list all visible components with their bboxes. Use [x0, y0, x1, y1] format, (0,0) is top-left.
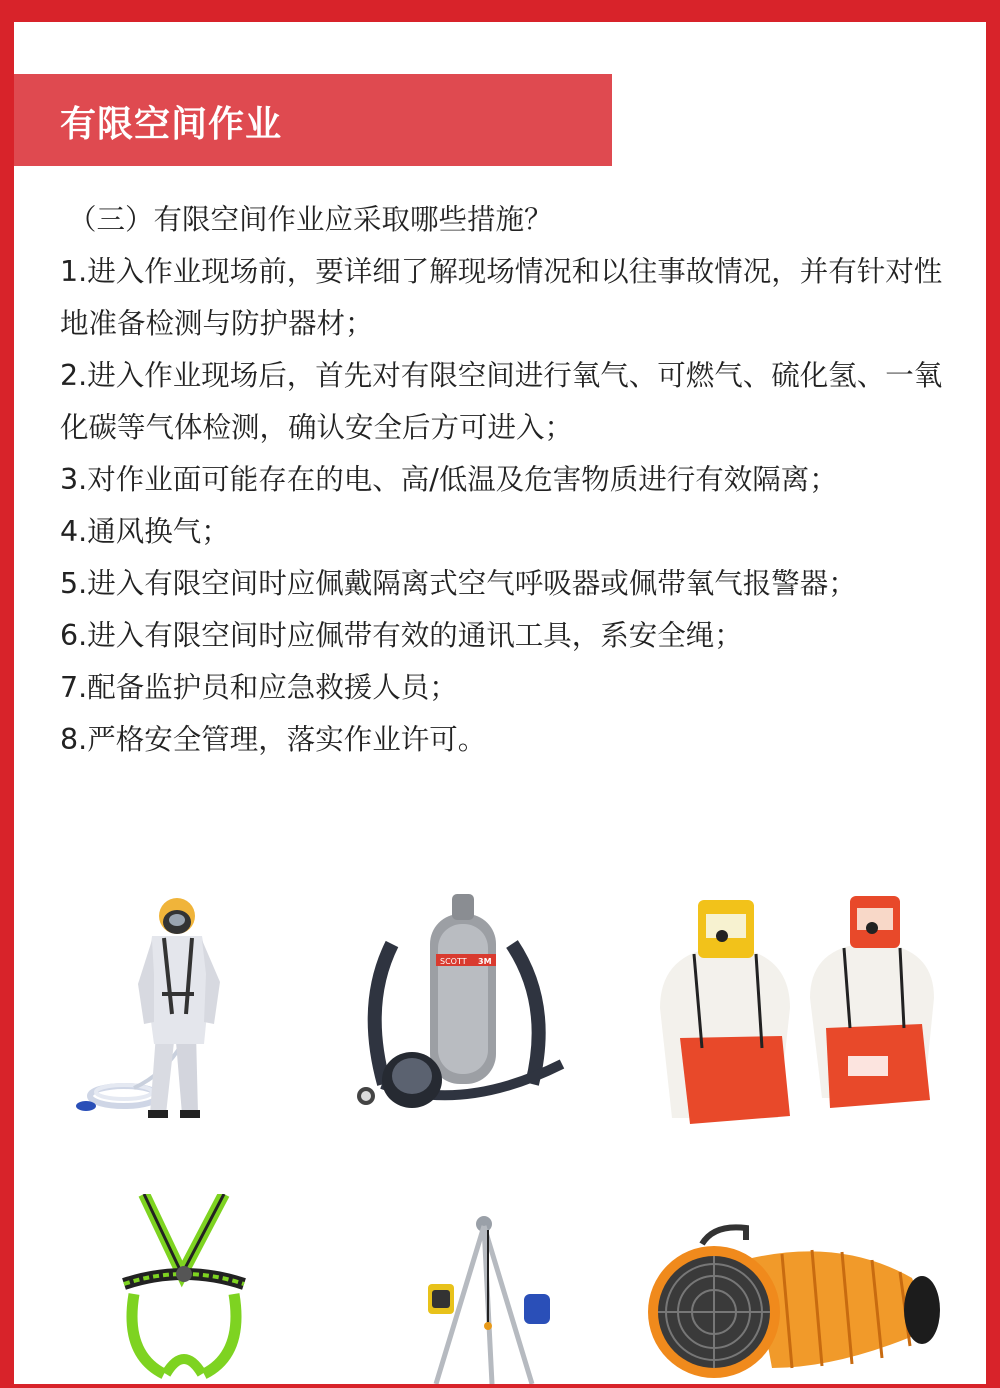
section-title: 有限空间作业: [60, 104, 283, 145]
measures-heading: （三）有限空间作业应采取哪些措施？: [68, 203, 553, 236]
measure-item-3: 3.对作业面可能存在的电、高/低温及危害物质进行有效隔离；: [60, 463, 838, 496]
hose-respirator-image: [64, 874, 244, 1134]
ventilation-fan-image: [642, 1218, 942, 1388]
measure-item-6: 6.进入有限空间时应佩带有效的通讯工具，系安全绳；: [60, 619, 743, 652]
measure-item-1: 1.进入作业现场前，要详细了解现场情况和以往事故情况，并有针对性地准备检测与防护器材；: [60, 255, 943, 340]
measure-item-4: 4.通风换气；: [60, 515, 230, 548]
measures-text: [60, 194, 970, 766]
scba-brand-label-2: 3M: [478, 957, 492, 966]
measure-item-5: 5.进入有限空间时应佩戴隔离式空气呼吸器或佩带氧气报警器；: [60, 567, 857, 600]
measure-item-2: 2.进入作业现场后，首先对有限空间进行氧气、可燃气、硫化氢、一氧化碳等气体检测，确认安全后方可进入；: [60, 359, 943, 444]
page-frame: [14, 22, 986, 1384]
scba-image: [332, 884, 592, 1134]
scba-brand-label: SCOTT: [440, 957, 467, 966]
measure-item-8: 8.严格安全管理，落实作业许可。: [60, 723, 487, 756]
rescue-tripod-image: [412, 1214, 562, 1384]
section-banner: [14, 74, 612, 166]
escape-hood-image: [650, 888, 940, 1138]
safety-harness-image: [104, 1194, 264, 1384]
measure-item-7: 7.配备监护员和应急救援人员；: [60, 671, 458, 704]
